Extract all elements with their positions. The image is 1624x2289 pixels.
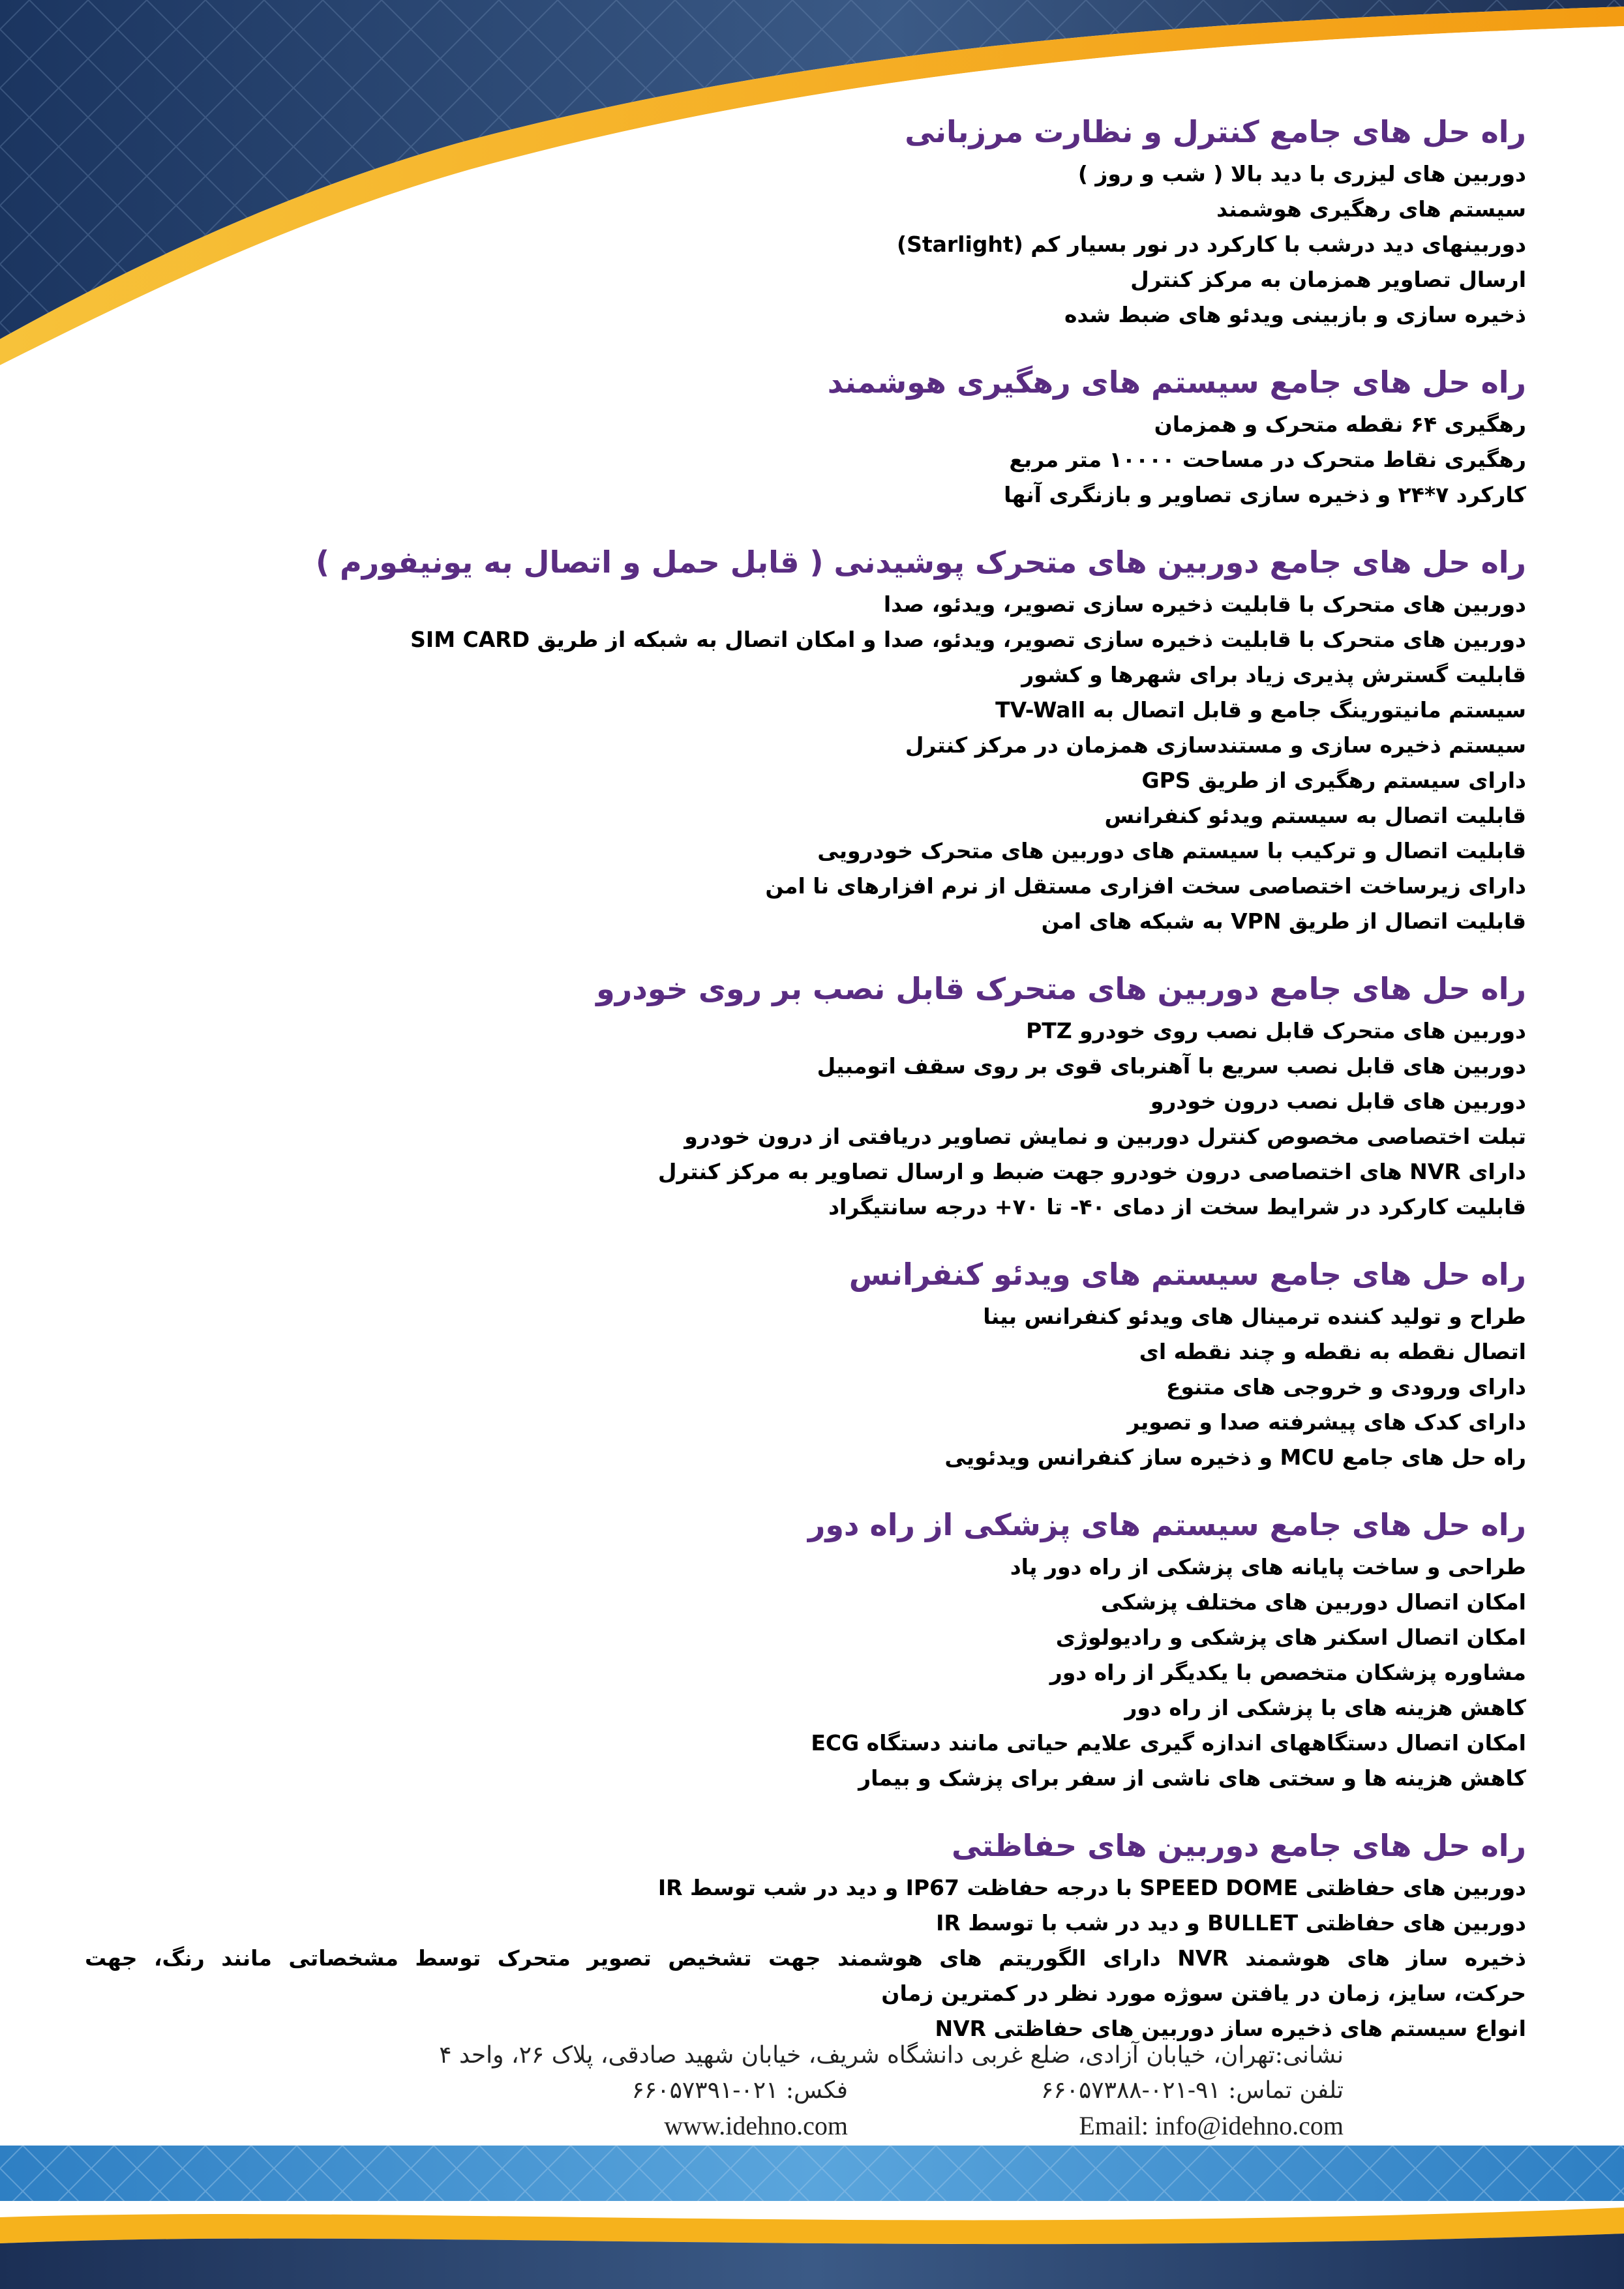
list-item: قابلیت اتصال به سیستم ویدئو کنفرانس bbox=[1104, 803, 1526, 828]
contact-info bbox=[339, 2038, 1344, 2144]
list-item: طراح و تولید کننده ترمینال های ویدئو کنفرانس بینا bbox=[983, 1304, 1526, 1329]
list-item: راه حل های جامع MCU و ذخیره ساز کنفرانس ویدئویی bbox=[944, 1444, 1526, 1470]
list-item: ذخیره سازی و بازبینی ویدئو های ضبط شده bbox=[1064, 302, 1526, 327]
list-item: دوربین های قابل نصب درون خودرو bbox=[1150, 1088, 1526, 1114]
email-link[interactable]: Email: info@idehno.com bbox=[1079, 2111, 1344, 2140]
list-item: سیستم های رهگیری هوشمند bbox=[1216, 196, 1526, 222]
list-item: کاهش هزینه های با پزشکی از راه دور bbox=[1124, 1695, 1526, 1720]
list-item: دوربین های لیزری با دید بالا ( شب و روز ) bbox=[1077, 161, 1526, 187]
list-item: دوربین های متحرک با قابلیت ذخیره سازی تصویر، ویدئو، صدا bbox=[883, 591, 1526, 617]
list-item: امکان اتصال دستگاههای اندازه گیری علایم حیاتی مانند دستگاه ECG bbox=[811, 1730, 1526, 1756]
list-item: مشاوره پزشکان متخصص با یکدیگر از راه دور bbox=[1049, 1660, 1526, 1685]
content-area bbox=[85, 111, 1526, 2075]
section-video-conference bbox=[85, 1253, 1526, 1475]
list-item: قابلیت کارکرد در شرایط سخت از دمای ۴۰- تا ۷۰+ درجه سانتیگراد bbox=[828, 1194, 1526, 1219]
section-title: راه حل های جامع دوربین های متحرک قابل نصب بر روی خودرو bbox=[596, 971, 1526, 1006]
section-security-cameras bbox=[85, 1825, 1526, 2046]
list-item: دارای سیستم رهگیری از طریق GPS bbox=[1141, 768, 1526, 793]
list-item: دوربین های متحرک قابل نصب روی خودرو PTZ bbox=[1026, 1018, 1526, 1043]
list-item: قابلیت اتصال و ترکیب با سیستم های دوربین های متحرک خودرویی bbox=[817, 838, 1526, 863]
section-wearable-cameras bbox=[85, 541, 1526, 939]
section-title: راه حل های جامع دوربین های متحرک پوشیدنی ( قابل حمل و اتصال به یونیفورم ) bbox=[315, 545, 1526, 580]
section-border-control bbox=[85, 111, 1526, 333]
list-item: سیستم مانیتورینگ جامع و قابل اتصال به TV-Wall bbox=[995, 697, 1526, 723]
list-item: اتصال نقطه به نقطه و چند نقطه ای bbox=[1139, 1339, 1526, 1364]
list-item: قابلیت گسترش پذیری زیاد برای شهرها و کشور bbox=[1021, 662, 1526, 687]
list-item: طراحی و ساخت پایانه های پزشکی از راه دور پاد bbox=[1010, 1554, 1526, 1579]
list-item: ذخیره ساز های هوشمند NVR دارای الگوریتم های هوشمند جهت تشخیص تصویر متحرک توسط مشخصاتی مانند رنگ، جهت bbox=[85, 1945, 1526, 1971]
footer-blue-pattern bbox=[0, 2146, 1624, 2201]
list-item: تبلت اختصاصی مخصوص کنترل دوربین و نمایش تصاویر دریافتی از درون خودرو bbox=[684, 1124, 1526, 1149]
list-item: دارای زیرساخت اختصاصی سخت افزاری مستقل از نرم افزارهای نا امن bbox=[765, 873, 1526, 899]
list-item: رهگیری نقاط متحرک در مساحت ۱۰۰۰۰ متر مربع bbox=[1009, 447, 1526, 472]
section-title: راه حل های جامع دوربین های حفاظتی bbox=[952, 1828, 1526, 1863]
section-title: راه حل های جامع کنترل و نظارت مرزبانی bbox=[905, 114, 1526, 149]
list-item: دارای کدک های پیشرفته صدا و تصویر bbox=[1127, 1409, 1526, 1435]
list-item: سیستم ذخیره سازی و مستندسازی همزمان در مرکز کنترل bbox=[905, 732, 1526, 758]
section-telemedicine bbox=[85, 1504, 1526, 1796]
section-title: راه حل های جامع سیستم های رهگیری هوشمند bbox=[827, 365, 1526, 400]
web-email-row bbox=[339, 2108, 1344, 2144]
list-item: دارای NVR های اختصاصی درون خودرو جهت ضبط و ارسال تصاویر به مرکز کنترل bbox=[657, 1159, 1526, 1184]
list-item: ارسال تصاویر همزمان به مرکز کنترل bbox=[1130, 267, 1526, 292]
list-item: کاهش هزینه ها و سختی های ناشی از سفر برای پزشک و بیمار bbox=[858, 1765, 1526, 1791]
list-item: دوربین های حفاظتی SPEED DOME با درجه حفاظت IP67 و دید در شب توسط IR bbox=[657, 1875, 1526, 1900]
section-tracking bbox=[85, 361, 1526, 513]
phone-fax-row bbox=[339, 2073, 1344, 2108]
section-title: راه حل های جامع سیستم های ویدئو کنفرانس bbox=[849, 1257, 1526, 1292]
list-item: دوربین های حفاظتی BULLET و دید در شب با توسط IR bbox=[936, 1910, 1526, 1936]
fax-text: فکس: ۰۲۱-۶۶۰۵۷۳۹۱ bbox=[631, 2077, 848, 2104]
section-vehicle-cameras bbox=[85, 968, 1526, 1225]
list-item: انواع سیستم های ذخیره ساز دوربین های حفاظتی NVR bbox=[935, 2016, 1526, 2041]
list-item: امکان اتصال اسکنر های پزشکی و رادیولوژی bbox=[1055, 1624, 1526, 1650]
website-link[interactable]: www.idehno.com bbox=[664, 2111, 848, 2140]
address-text: نشانی:تهران، خیابان آزادی، ضلع غربی دانشگاه شریف، خیابان شهید صادقی، پلاک ۲۶، واحد ۴ bbox=[439, 2042, 1344, 2069]
list-item: کارکرد ۷*۲۴ و ذخیره سازی تصاویر و بازنگری آنها bbox=[1004, 482, 1526, 507]
list-item: رهگیری ۶۴ نقطه متحرک و همزمان bbox=[1154, 411, 1526, 437]
section-title: راه حل های جامع سیستم های پزشکی از راه دور bbox=[807, 1507, 1526, 1542]
footer-wave-art bbox=[0, 2146, 1624, 2289]
list-item: قابلیت اتصال از طریق VPN به شبکه های امن bbox=[1041, 908, 1526, 934]
list-item: دوربین های قابل نصب سریع با آهنربای قوی بر روی سقف اتومبیل bbox=[817, 1053, 1526, 1079]
list-item: دارای ورودی و خروجی های متنوع bbox=[1165, 1374, 1526, 1399]
list-item: دوربین های متحرک با قابلیت ذخیره سازی تصویر، ویدئو، صدا و امکان اتصال به شبکه از طریق SIM CARD bbox=[410, 627, 1526, 652]
list-item: حرکت، سایز، زمان در یافتن سوژه مورد نظر در کمترین زمان bbox=[881, 1981, 1526, 2006]
list-item: دوربینهای دید درشب با کارکرد در نور بسیار کم (Starlight) bbox=[896, 232, 1526, 257]
list-item: امکان اتصال دوربین های مختلف پزشکی bbox=[1100, 1589, 1526, 1615]
phone-text: تلفن تماس: ۹۱-۰۲۱-۶۶۰۵۷۳۸۸ bbox=[1040, 2077, 1344, 2104]
